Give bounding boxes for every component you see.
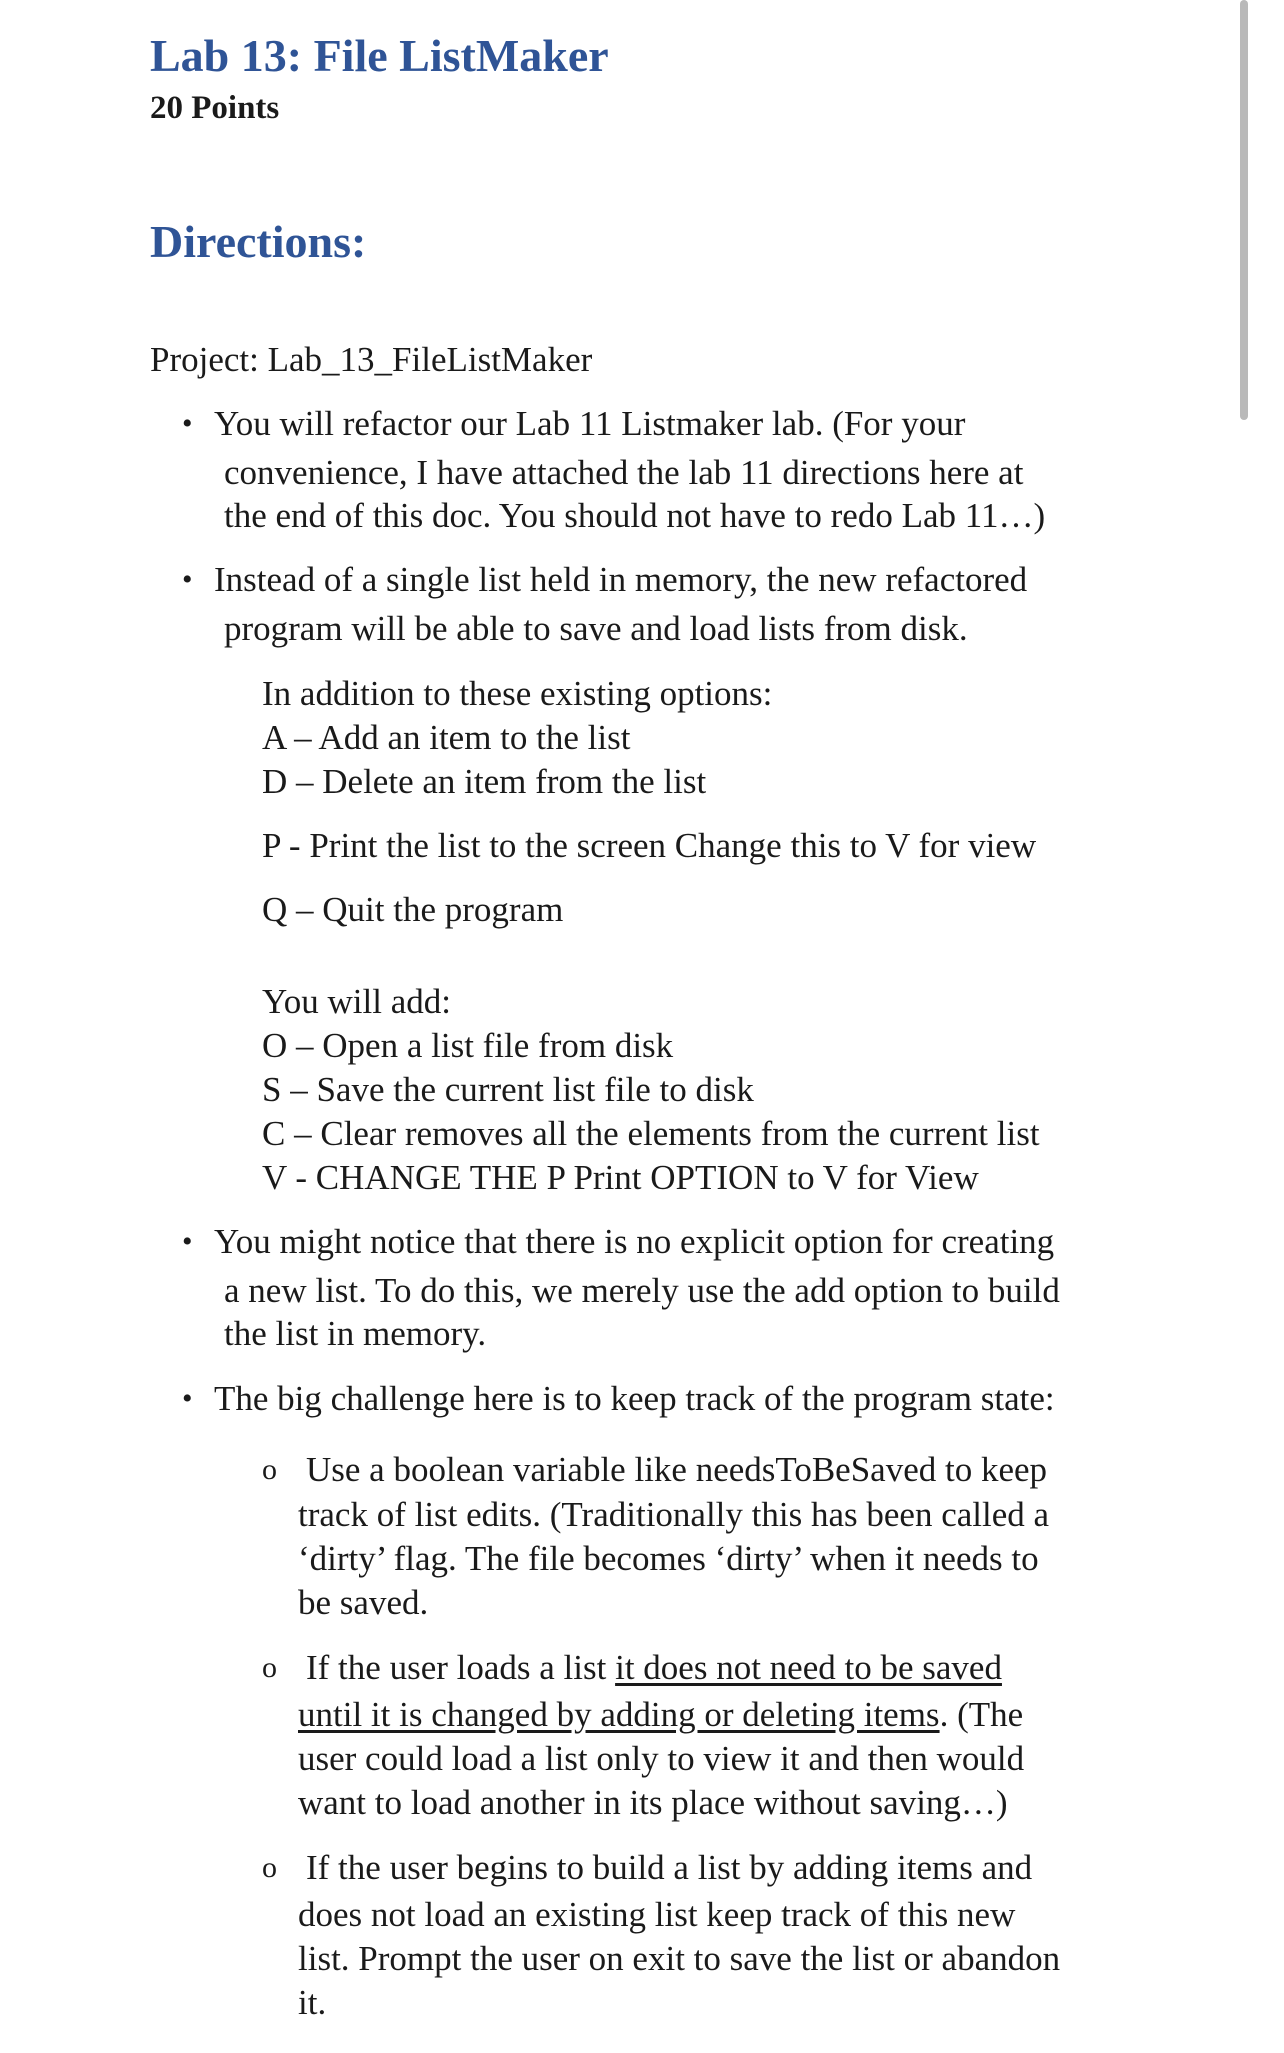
sub-bullet-3-line-3: list. Prompt the user on exit to save the list or abandon	[298, 1939, 1061, 1978]
sub-bullet-marker: o	[262, 1851, 277, 1884]
sub-bullet-1-line-1: Use a boolean variable like needsToBeSaved to keep	[306, 1450, 1048, 1489]
existing-options-intro: In addition to these existing options:	[262, 674, 773, 713]
underlined-text: it does not need to be saved	[615, 1648, 1002, 1687]
option-item: P - Print the list to the screen Change this to V for view	[262, 826, 1037, 865]
bullet-2-line-2: program will be able to save and load lists from disk.	[224, 609, 968, 648]
document-title: Lab 13: File ListMaker	[150, 30, 609, 81]
bullet-1-line-1: You will refactor our Lab 11 Listmaker lab. (For your	[214, 404, 966, 443]
bullet-1-line-2: convenience, I have attached the lab 11 directions here at	[224, 453, 1024, 492]
sub-bullet-1-line-4: be saved.	[298, 1583, 429, 1622]
sub-bullet-1-line-2: track of list edits. (Traditionally this has been called a	[298, 1495, 1050, 1534]
sub-bullet-marker: o	[262, 1453, 277, 1486]
plain-text: . (The	[939, 1695, 1024, 1734]
sub-bullet-3-line-1: If the user begins to build a list by adding items and	[306, 1848, 1033, 1887]
vertical-scrollbar[interactable]	[1240, 0, 1248, 420]
sub-bullet-2-line-4: want to load another in its place without saving…)	[298, 1783, 1008, 1822]
sub-bullet-2-line-3: user could load a list only to view it and then would	[298, 1739, 1025, 1778]
bullet-marker: •	[182, 1225, 193, 1258]
option-item: S – Save the current list file to disk	[262, 1070, 754, 1109]
option-item: V - CHANGE THE P Print OPTION to V for View	[262, 1158, 979, 1197]
sub-bullet-marker: o	[262, 1651, 277, 1684]
sub-bullet-3-line-2: does not load an existing list keep track of this new	[298, 1895, 1016, 1934]
option-item: O – Open a list file from disk	[262, 1026, 674, 1065]
points-label: 20 Points	[150, 90, 280, 126]
bullet-3-line-2: a new list. To do this, we merely use the add option to build	[224, 1271, 1060, 1310]
bullet-marker: •	[182, 1382, 193, 1415]
sub-bullet-2-line-1	[306, 1646, 1002, 1690]
sub-bullet-3-line-4: it.	[298, 1983, 327, 2022]
option-item: D – Delete an item from the list	[262, 762, 707, 801]
bullet-2-line-1: Instead of a single list held in memory, the new refactored	[214, 560, 1028, 599]
sub-bullet-2-line-2	[298, 1693, 1023, 1737]
bullet-3-line-3: the list in memory.	[224, 1314, 487, 1353]
option-item: A – Add an item to the list	[262, 718, 631, 757]
bullet-marker: •	[182, 563, 193, 596]
bullet-3-line-1: You might notice that there is no explicit option for creating	[214, 1222, 1055, 1261]
option-item: Q – Quit the program	[262, 890, 564, 929]
sub-bullet-1-line-3: ‘dirty’ flag. The file becomes ‘dirty’ when it needs to	[298, 1539, 1039, 1578]
new-options-intro: You will add:	[262, 982, 451, 1021]
option-item: C – Clear removes all the elements from the current list	[262, 1114, 1040, 1153]
underlined-text: until it is changed by adding or deleting items	[298, 1695, 940, 1734]
project-line: Project: Lab_13_FileListMaker	[150, 340, 593, 379]
directions-heading: Directions:	[150, 216, 367, 267]
bullet-1-line-3: the end of this doc. You should not have to redo Lab 11…)	[224, 496, 1046, 535]
bullet-4-line-1: The big challenge here is to keep track of the program state:	[214, 1379, 1055, 1418]
plain-text: If the user loads a list	[306, 1648, 616, 1687]
bullet-marker: •	[182, 407, 193, 440]
